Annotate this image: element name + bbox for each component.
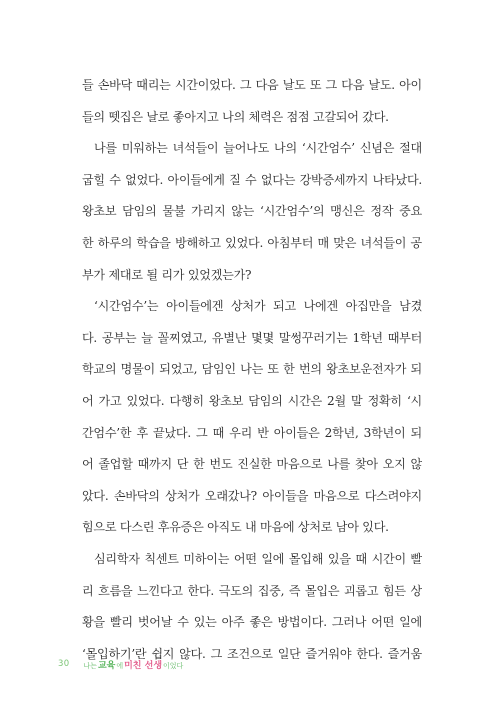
text-line: 부가 제대로 될 리가 있었겠는가? (82, 267, 252, 282)
text-line: 간엄수’한 후 끝났다. 그 때 우리 반 아이들은 2학년, 3학년이 되 (82, 425, 422, 440)
page-number: 30 (58, 659, 70, 669)
text-line: 들의 뗏집은 날로 좋아지고 나의 체력은 점점 고갈되어 갔다. (82, 109, 389, 124)
body-text (82, 70, 422, 670)
text-line: 다. 공부는 늘 꼴찌였고, 유별난 몇몇 말썽꾸러기는 1학년 때부터 (82, 330, 422, 345)
text-line: 황을 빨리 벗어날 수 있는 아주 좋은 방법이다. 그러나 어떤 일에 (82, 615, 422, 630)
text-line: 학교의 명물이 되었고, 담임인 나는 또 한 번의 왕초보운전자가 되 (82, 362, 422, 377)
text-line: 들 손바닥 때리는 시간이었다. 그 다음 날도 또 그 다음 날도. 아이 (82, 78, 422, 92)
paragraph-start-line: 심리학자 칙센트 미하이는 어떤 일에 몰입해 있을 때 시간이 빨 (94, 551, 422, 566)
page-footer (58, 658, 183, 670)
text-line: 어 졸업할 때까지 단 한 번도 진실한 마음으로 나를 찾아 오지 않 (82, 457, 422, 472)
text-line: 았다. 손바닥의 상처가 오래갔나? 아이들을 마음으로 다스려야지 (82, 488, 422, 503)
text-line: 어 가고 있었다. 다행히 왕초보 담임의 시간은 2월 말 정확히 ‘시 (82, 393, 422, 408)
text-line: 리 흐름을 느낀다고 한다. 극도의 집중, 즉 몰입은 괴롭고 힘든 상 (82, 583, 422, 598)
text-line: 한 하루의 학습을 방해하고 있었다. 아침부터 매 맞은 녀석들이 공 (82, 235, 422, 250)
text-line: 왕초보 담임의 물불 가리지 않는 ‘시간엄수’의 맹신은 정작 중요 (82, 204, 422, 219)
paragraph-start-line: ‘시간엄수’는 아이들에겐 상처가 되고 나에겐 아집만을 남겼 (94, 299, 422, 314)
text-line: 굽힐 수 없었다. 아이들에게 질 수 없다는 강박증세까지 나타났다. (82, 172, 422, 187)
paragraph-start-line: 나를 미워하는 녀석들이 늘어나도 나의 ‘시간엄수’ 신념은 절대 (94, 141, 422, 156)
running-title-word-education: 교육 (97, 660, 116, 671)
running-title-prefix: 나는 (83, 661, 97, 670)
text-line: 힘으로 다스린 후유증은 아직도 내 마음에 상처로 남아 있다. (82, 520, 389, 535)
running-title-particle: 에 (116, 661, 124, 670)
running-title-suffix: 이었다 (163, 661, 184, 670)
text-line: ‘몰입하기’란 쉽지 않다. 그 조건으로 일단 즐거워야 한다. 즐거움 (82, 646, 422, 661)
running-title-word-teacher: 미친 선생 (124, 660, 163, 671)
running-title (83, 658, 183, 671)
